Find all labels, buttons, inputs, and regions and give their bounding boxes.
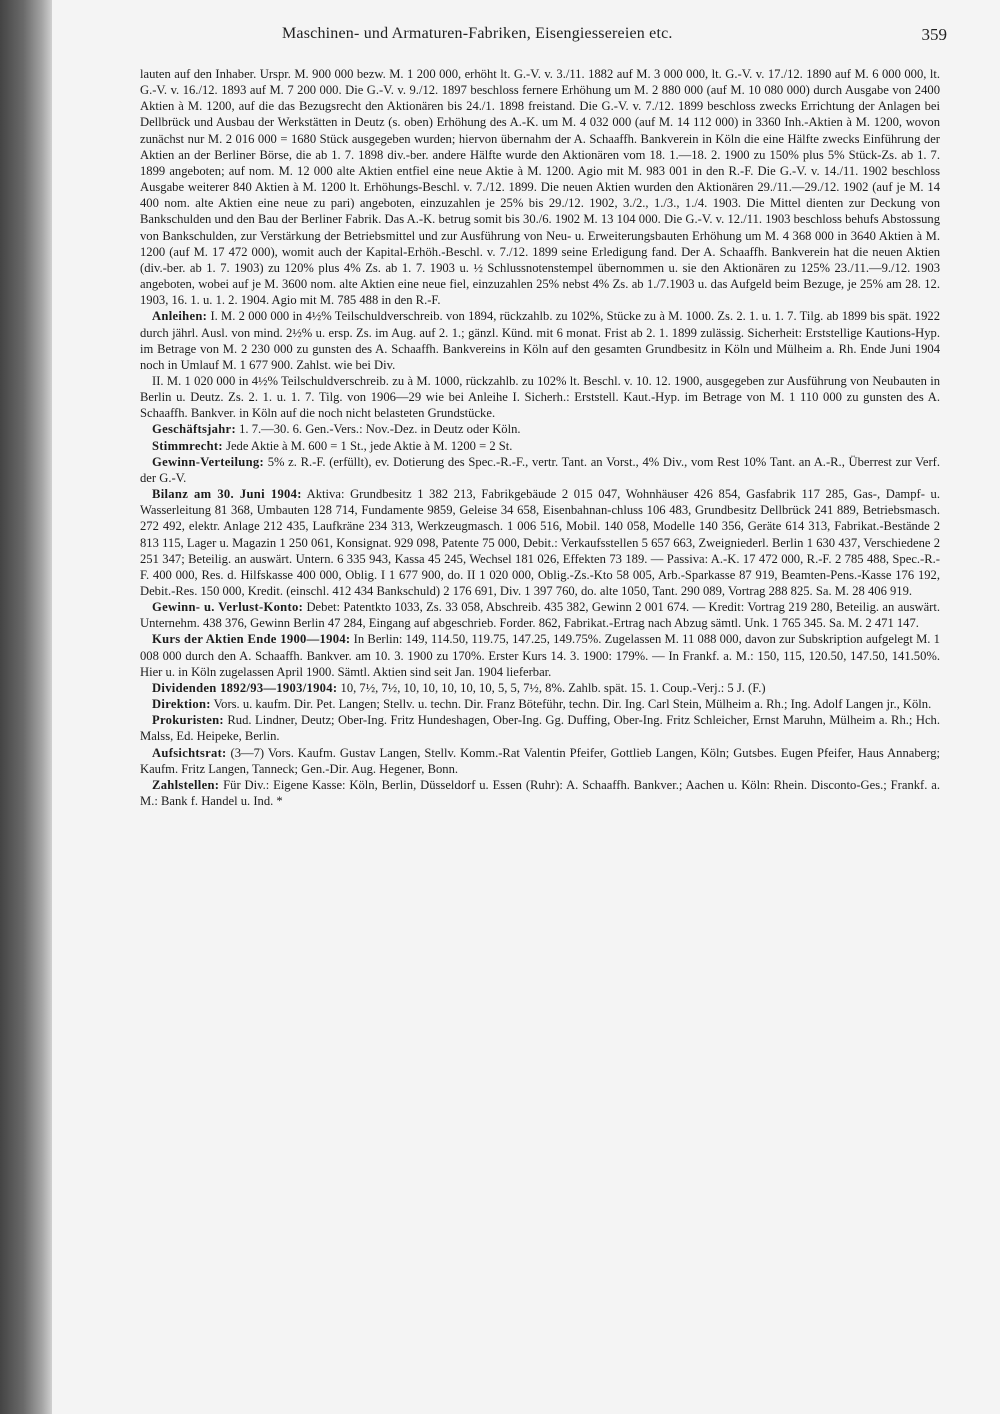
paragraph-anleihe-ii: II. M. 1 020 000 in 4½% Teilschuldverschreib. zu à M. 1000, rückzahlb. zu 102% lt. Beschl. v. 10. 12. 1900, ausgegeben zur Ausführung von Neubauten in Berlin u. Deutz. Zs. 2. 1. u. 1. 7. Tilg. von 1906—29 wie bei Anleihe I. Sicherh.: Erststell. Kaut.-Hyp. im Betrage von M. 1 110 000 zu gunsten des A. Schaaffh. Bankver. in Köln auf die noch nicht belasteten Grundstücke. bbox=[140, 373, 940, 421]
section-label: Stimmrecht: bbox=[152, 438, 223, 453]
section-label: Gewinn- u. Verlust-Konto: bbox=[152, 600, 304, 615]
paragraph-bilanz: Bilanz am 30. Juni 1904: Aktiva: Grundbesitz 1 382 213, Fabrikgebäude 2 015 047, Wohnhäuser 426 854, Gasfabrik 117 285, Gas-, Dampf- u. Wasserleitung 81 368, Umbauten 128 714, Fundamente 9859, Geleise 34 658, Eisenbahnan-chluss 106 483, Grundbesitz Dellbrück 241 889, Betriebsmasch. 272 492, elektr. Anlage 212 435, Laufkräne 234 313, Werkzeugmasch. 1 006 516, Mobil. 140 058, Modelle 140 356, Geräte 614 313, Fabrikat.-Bestände 2 813 115, Lager u. Magazin 1 250 061, Konsignat. 929 098, Patente 75 000, Debit.: Verkaufsstellen 5 657 663, Zweigniederl. Berlin 1 630 437, Verschiedene 2 251 347; Beteilig. an auswärt. Untern. 6 335 943, Kassa 45 245, Wechsel 181 026, Effekten 73 189. — Passiva: A.-K. 17 472 000, R.-F. 2 785 488, Spec.-R.-F. 400 000, Res. d. Hilfskasse 400 000, Oblig. I 1 677 900, do. II 1 020 000, Oblig.-Zs.-Kto 58 005, Arb.-Sparkasse 87 919, Beamten-Pens.-Kasse 176 192, Debit.-Res. 150 000, Kredit. (einschl. 412 434 Bankschuld) 2 176 691, Div. 1 397 760, do. alte 1050, Tant. 290 089, Vortrag 288 825. Sa. M. 28 406 919. bbox=[140, 487, 940, 598]
article-body bbox=[140, 66, 940, 809]
section-label: Gewinn-Verteilung: bbox=[152, 454, 264, 469]
paragraph-aufsichtsrat: Aufsichtsrat: (3—7) Vors. Kaufm. Gustav Langen, Stellv. Komm.-Rat Valentin Pfeifer, Gottlieb Langen, Köln; Gutsbes. Eugen Pfeifer, Haus Annaberg; Kaufm. Fritz Langen, Tanneck; Gen.-Dir. Aug. Hegener, Bonn. bbox=[140, 745, 940, 776]
section-label: Zahlstellen: bbox=[152, 777, 220, 792]
header-title: Maschinen- und Armaturen-Fabriken, Eisengiessereien etc. bbox=[282, 25, 673, 42]
paragraph-geschaeftsjahr: Geschäftsjahr: 1. 7.—30. 6. Gen.-Vers.: Nov.-Dez. in Deutz oder Köln. bbox=[152, 422, 521, 437]
section-label: Aufsichtsrat: bbox=[152, 745, 227, 760]
page bbox=[52, 0, 1000, 1414]
section-label: Geschäftsjahr: bbox=[152, 422, 236, 437]
section-label: Direktion: bbox=[152, 697, 211, 712]
paragraph-zahlstellen: Zahlstellen: Für Div.: Eigene Kasse: Köln, Berlin, Düsseldorf u. Essen (Ruhr): A. Schaaffh. Bankver.; Aachen u. Köln: Rhein. Disconto-Ges.; Frankf. a. M.: Bank f. Handel u. Ind. * bbox=[140, 777, 940, 809]
paragraph-anleihen: Anleihen: I. M. 2 000 000 in 4½% Teilschuldverschreib. von 1894, rückzahlb. zu 102%, Stücke zu à M. 1000. Zs. 2. 1. u. 1. 7. Tilg. ab 1899 bis spät. 1922 durch jährl. Ausl. von mind. 2½% u. ersp. Zs. im Aug. auf 2. 1.; gänzl. Künd. mit 6 monat. Frist ab 2. 1. 1899 zulässig. Sicherheit: Erststellige Kautions-Hyp. im Betrage von M. 2 230 000 zu gunsten des A. Schaaffh. Bankvereins in Köln auf den gesamten Grundbesitz in Köln und Mülheim a. Rh. Ende Juni 1904 noch in Umlauf M. 1 677 900. Zahlst. wie bei Div. bbox=[140, 309, 940, 372]
paragraph-direktion: Direktion: Vors. u. kaufm. Dir. Pet. Langen; Stellv. u. techn. Dir. Franz Böteführ, techn. Dir. Ing. Carl Stein, Mülheim a. Rh.; Ing. Adolf Langen jr., Köln. bbox=[152, 697, 932, 712]
page-number: 359 bbox=[921, 25, 947, 44]
paragraph-stimmrecht: Stimmrecht: Jede Aktie à M. 600 = 1 St., jede Aktie à M. 1200 = 2 St. bbox=[152, 438, 513, 453]
section-label: Bilanz am 30. Juni 1904: bbox=[152, 487, 302, 502]
running-header bbox=[227, 25, 947, 49]
book-binding-edge bbox=[0, 0, 52, 1414]
paragraph-gewinn-verteilung: Gewinn-Verteilung: 5% z. R.-F. (erfüllt), ev. Dotierung des Spec.-R.-F., vertr. Tant. an Vorst., 4% Div., vom Rest 10% Tant. an A.-R., Überrest zur Verf. der G.-V. bbox=[140, 454, 940, 485]
paragraph-dividenden: Dividenden 1892/93—1903/1904: 10, 7½, 7½, 10, 10, 10, 10, 10, 5, 5, 7½, 8%. Zahlb. spät. 15. 1. Coup.-Verj.: 5 J. (F.) bbox=[152, 680, 766, 695]
section-label: Anleihen: bbox=[152, 309, 208, 324]
paragraph-prokuristen: Prokuristen: Rud. Lindner, Deutz; Ober-Ing. Fritz Hundeshagen, Ober-Ing. Gg. Duffing, Ober-Ing. Fritz Schleicher, Ernst Maruhn, Mülheim a. Rh.; Hch. Malss, Ed. Heipeke, Berlin. bbox=[140, 713, 940, 744]
paragraph-kurs: Kurs der Aktien Ende 1900—1904: In Berlin: 149, 114.50, 119.75, 147.25, 149.75%. Zugelassen M. 11 088 000, davon zur Subskription aufgelegt M. 1 008 000 durch den A. Schaaffh. Bankver. am 10. 3. 1900 zu 170%. Erster Kurs 14. 3. 1900: 179%. — In Frankf. a. M.: 150, 115, 120.50, 147.50, 141.50%. Hier u. in Köln zugelassen April 1900. Sämtl. Aktien sind seit Jan. 1904 lieferbar. bbox=[140, 632, 940, 679]
paragraph-gewinn-verlust-konto: Gewinn- u. Verlust-Konto: Debet: Patentkto 1033, Zs. 33 058, Abschreib. 435 382, Gewinn 2 001 674. — Kredit: Vortrag 219 280, Beteilig. an auswärt. Unternehm. 438 376, Gewinn Berlin 47 284, Eingang auf abgeschrieb. Forder. 862, Fabrikat.-Ertrag nach Abzug sämtl. Unk. 1 765 345. Sa. M. 2 471 147. bbox=[140, 600, 941, 631]
section-label: Kurs der Aktien Ende 1900—1904: bbox=[152, 632, 351, 647]
section-label: Prokuristen: bbox=[152, 713, 224, 728]
paragraph-capital: lauten auf den Inhaber. Urspr. M. 900 000 bezw. M. 1 200 000, erhöht lt. G.-V. v. 3./11. 1882 auf M. 3 000 000, lt. G.-V. v. 17./12. 1890 auf M. 6 000 000, lt. G.-V. v. 16./12. 1893 auf M. 7 200 000. Die G.-V. v. 9./12. 1897 beschloss fernere Erhöhung um M. 2 880 000 (auf M. 10 080 000) durch Ausgabe von 2400 Aktien à M. 1200, auf die das Bezugsrecht den Aktionären bis 24./1. 1898 freistand. Die G.-V. v. 7./12. 1899 beschloss zwecks Errichtung der Anlagen bei Dellbrück und Ausbau der Werkstätten in Deutz (s. oben) Erhöhung des A.-K. um M. 4 032 000 (auf M. 14 112 000) in 3360 Inh.-Aktien à M. 1200, wovon zunächst nur M. 2 016 000 = 1680 Stück ausgegeben wurden; hiervon übernahm der A. Schaaffh. Bankverein in Köln die eine Hälfte zwecks Einführung der Aktien an der Berliner Börse, die ab 1. 7. 1898 div.-ber. andere Hälfte wurde den Aktionären vom 18. 1.—18. 2. 1900 zu 150% plus 5% Stück-Zs. ab 1. 7. 1899 angeboten; auf nom. M. 12 000 alte Aktien entfiel eine neue Aktie à M. 1200. Agio mit M. 983 001 in den R.-F. Die G.-V. v. 14./11. 1902 beschloss Ausgabe weiterer 840 Aktien à M. 1200 lt. Erhöhungs-Beschl. v. 7./12. 1899. Die neuen Aktien wurden den Aktionären 29./11.—29./12. 1902 (auf je M. 14 400 nom. alte Aktien eine neue zu pari) angeboten, einzuzahlen je 25% bis 29./12. 1902, 3./2., 1./3., 1./4. 1903. Die Mittel dienten zur Deckung von Bankschulden und den Bau der Berliner Fabrik. Das A.-K. betrug somit bis 30./6. 1902 M. 13 104 000. Die G.-V. v. 12./11. 1903 beschloss behufs Abstossung von Bankschulden, zur Verstärkung der Betriebsmittel und zur Ausführung von Neu- u. Erweiterungsbauten Erhöhung um M. 4 368 000 in 3640 Aktien à M. 1200 (auf M. 17 472 000), womit auch der Kapital-Erhöh.-Beschl. v. 7./12. 1899 seine Erledigung fand. Der A. Schaaffh. Bankverein hat die neuen Aktien (div.-ber. ab 1. 7. 1903) zu 120% plus 4% Zs. ab 1. 7. 1903 u. ½ Schlussnotenstempel übernommen u. sie den Aktionären zu 125% 23./11.—9./12. 1903 angeboten, wobei auf je M. 3600 nom. alte Aktien eine neue fiel, einzuzahlen 25% nebst 4% Zs. ab 1./7.1903 u. das Aufgeld beim Bezuge, je 25% am 28. 12. 1903, 16. 1. u. 1. 2. 1904. Agio mit M. 785 488 in den R.-F. bbox=[140, 67, 940, 308]
section-label: Dividenden 1892/93—1903/1904: bbox=[152, 680, 338, 695]
